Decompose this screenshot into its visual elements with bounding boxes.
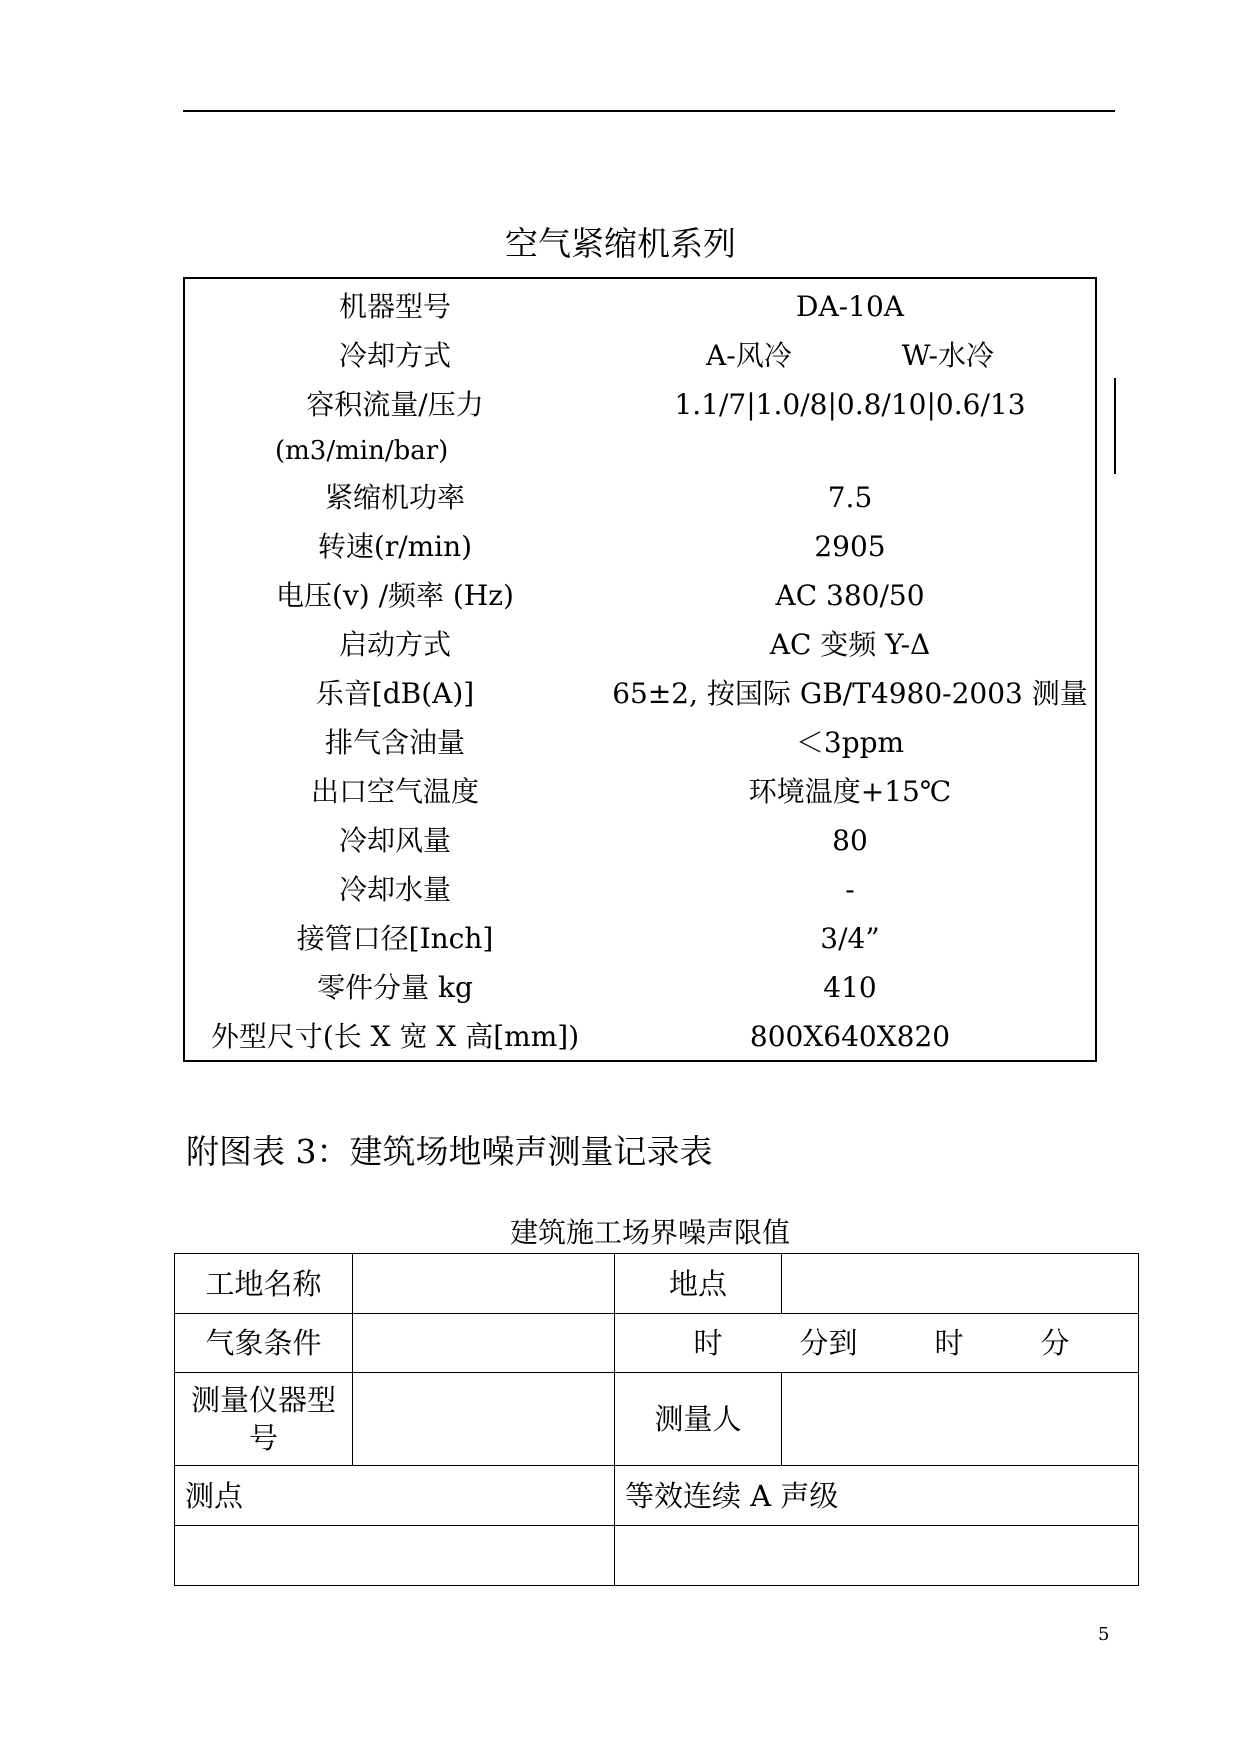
location-label: 地点	[615, 1254, 782, 1314]
spec-row	[185, 677, 1095, 711]
spec-row	[185, 873, 1095, 907]
sound-level-label: 等效连续 A 声级	[615, 1466, 1139, 1526]
spec-label: 外型尺寸(长 X 宽 X 高[mm])	[210, 1020, 580, 1053]
spec-table	[183, 277, 1097, 1062]
instrument-label: 测量仪器型号	[175, 1373, 353, 1466]
spec-value: ＜3ppm	[795, 726, 905, 759]
spec-label: 机器型号	[338, 290, 451, 323]
spec-row	[185, 775, 1095, 809]
spec-label: 紧缩机功率	[324, 481, 465, 514]
spec-row	[185, 388, 1095, 422]
spec-label: 容积流量/压力	[306, 388, 484, 421]
spec-value: AC 变频 Y-Δ	[769, 628, 931, 661]
spec-label: 转速(r/min)	[317, 530, 473, 563]
spec-label: 接管口径[Inch]	[296, 922, 494, 955]
spec-row	[185, 824, 1095, 858]
spec-value: 7.5	[827, 481, 873, 514]
spec-value: 410	[823, 971, 877, 1004]
spec-label-unit: (m3/min/bar)	[275, 436, 449, 466]
sound-level-field[interactable]	[615, 1526, 1139, 1586]
time-unit: 分	[1040, 1326, 1070, 1360]
spec-row	[185, 922, 1095, 956]
measure-point-label: 测点	[175, 1466, 615, 1526]
weather-label: 气象条件	[175, 1314, 353, 1373]
spec-value: 80	[832, 824, 868, 857]
time-unit: 时	[693, 1326, 723, 1360]
spec-value: 65±2, 按国际 GB/T4980-2003 测量	[612, 677, 1088, 710]
spec-value: 800X640X820	[749, 1020, 951, 1053]
margin-change-bar	[1114, 378, 1116, 474]
measure-point-field[interactable]	[175, 1526, 615, 1586]
spec-row	[185, 628, 1095, 662]
spec-row	[185, 1020, 1095, 1054]
spec-row	[185, 530, 1095, 564]
spec-label: 电压(v) /频率 (Hz)	[276, 579, 514, 612]
spec-value: 环境温度+15℃	[748, 775, 952, 808]
spec-value: AC 380/50	[775, 579, 925, 612]
spec-value: 3/4”	[820, 922, 880, 955]
instrument-field[interactable]	[353, 1373, 615, 1466]
location-field[interactable]	[782, 1254, 1139, 1314]
spec-value: 1.1/7|1.0/8|0.8/10|0.6/13	[674, 388, 1026, 421]
spec-label: 冷却水量	[338, 873, 451, 906]
spec-value: 2905	[814, 530, 886, 563]
surveyor-field[interactable]	[782, 1373, 1139, 1466]
time-range-cell[interactable]	[615, 1314, 1139, 1373]
site-name-label: 工地名称	[175, 1254, 353, 1314]
spec-label: 冷却风量	[338, 824, 451, 857]
noise-record-table	[174, 1253, 1139, 1586]
spec-label: 排气含油量	[324, 726, 465, 759]
cooling-water: W-水冷	[901, 339, 994, 372]
surveyor-label: 测量人	[615, 1373, 782, 1466]
table-caption: 建筑施工场界噪声限值	[509, 1216, 790, 1249]
cooling-air: A-风冷	[706, 339, 792, 372]
page-number: 5	[1098, 1624, 1110, 1645]
spec-value: -	[845, 873, 855, 906]
spec-label: 出口空气温度	[310, 775, 479, 808]
time-unit: 分到	[799, 1326, 858, 1360]
table-row	[175, 1254, 1139, 1314]
table-row	[175, 1373, 1139, 1466]
spec-row	[185, 579, 1095, 613]
spec-value: DA-10A	[796, 290, 904, 323]
spec-label: 乐音[dB(A)]	[315, 677, 475, 710]
spec-row	[185, 481, 1095, 515]
header-rule	[183, 110, 1115, 112]
spec-label: 零件分量 kg	[317, 971, 473, 1004]
weather-field[interactable]	[353, 1314, 615, 1373]
spec-label: 冷却方式	[338, 339, 451, 372]
site-name-field[interactable]	[353, 1254, 615, 1314]
table-row	[175, 1314, 1139, 1373]
spec-label: 启动方式	[338, 628, 451, 661]
time-unit: 时	[934, 1326, 964, 1360]
spec-row	[185, 339, 1095, 373]
page-title: 空气紧缩机系列	[505, 224, 736, 263]
spec-value	[605, 339, 1095, 373]
section-heading: 附图表 3：建筑场地噪声测量记录表	[186, 1132, 713, 1171]
table-row	[175, 1466, 1139, 1526]
spec-row	[185, 726, 1095, 760]
spec-row	[185, 971, 1095, 1005]
spec-row	[185, 290, 1095, 324]
table-row	[175, 1526, 1139, 1586]
